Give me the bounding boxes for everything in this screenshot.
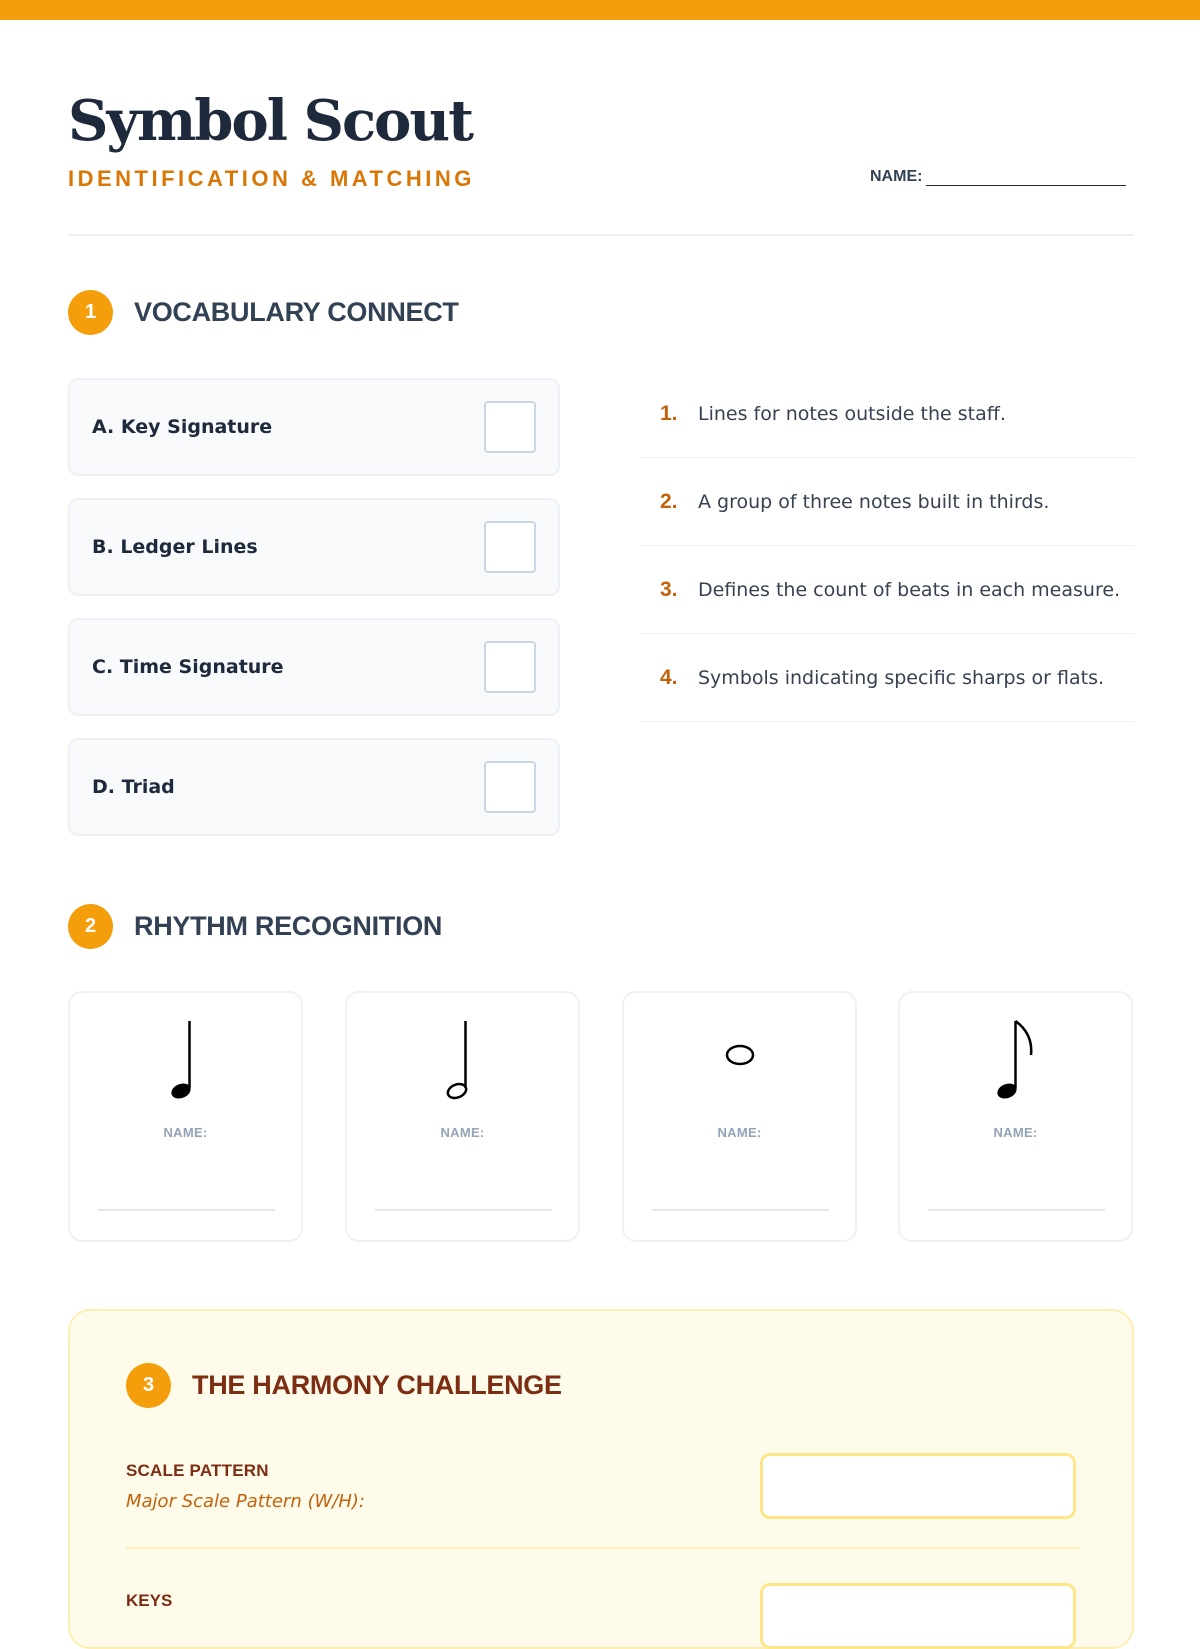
section-title: THE HARMONY CHALLENGE	[192, 1370, 562, 1400]
rhythm-card-4	[898, 991, 1133, 1242]
note-name-label: NAME:	[717, 1125, 762, 1140]
term-card-time-signature	[68, 618, 560, 716]
keys-input[interactable]	[760, 1583, 1076, 1649]
half-note-icon	[414, 1021, 514, 1103]
name-write-line[interactable]	[926, 169, 1126, 186]
rhythm-card-2	[345, 991, 580, 1242]
term-label: A. Key Signature	[92, 416, 273, 438]
definition-row	[640, 546, 1134, 634]
definition-text: Lines for notes outside the staff.	[698, 402, 1006, 425]
page-title: Symbol Scout	[68, 88, 472, 154]
rhythm-card-3	[622, 991, 857, 1242]
section-number-badge: 3	[126, 1363, 171, 1408]
definition-number: 2.	[660, 489, 678, 513]
answer-box[interactable]	[484, 641, 536, 693]
field-divider	[126, 1547, 1080, 1549]
rhythm-card-1	[68, 991, 303, 1242]
scale-pattern-label: SCALE PATTERN	[126, 1461, 269, 1480]
definition-row	[640, 458, 1134, 546]
scale-pattern-hint: Major Scale Pattern (W/H):	[126, 1491, 365, 1512]
note-name-label: NAME:	[440, 1125, 485, 1140]
note-name-label: NAME:	[993, 1125, 1038, 1140]
page-subtitle: IDENTIFICATION & MATCHING	[68, 166, 475, 191]
note-name-label: NAME:	[163, 1125, 208, 1140]
answer-line[interactable]	[652, 1209, 829, 1211]
definition-text: Defines the count of beats in each measure.	[698, 578, 1121, 601]
answer-line[interactable]	[98, 1209, 275, 1211]
answer-box[interactable]	[484, 521, 536, 573]
top-accent-bar	[0, 0, 1200, 20]
definition-number: 3.	[660, 577, 678, 601]
definition-row	[640, 370, 1134, 458]
eighth-note-icon	[967, 1021, 1067, 1103]
section-2-header	[68, 904, 442, 949]
term-card-key-signature	[68, 378, 560, 476]
section-1-header	[68, 290, 459, 335]
term-label: C. Time Signature	[92, 656, 284, 678]
whole-note-icon	[691, 1021, 791, 1103]
section-title: VOCABULARY CONNECT	[134, 297, 459, 327]
section-3-header	[126, 1363, 562, 1408]
header-divider	[68, 234, 1134, 236]
term-card-triad	[68, 738, 560, 836]
definition-text: A group of three notes built in thirds.	[698, 490, 1050, 513]
term-label: B. Ledger Lines	[92, 536, 258, 558]
definition-text: Symbols indicating specific sharps or flats.	[698, 666, 1105, 689]
answer-line[interactable]	[375, 1209, 552, 1211]
name-label: NAME:	[870, 168, 923, 185]
term-card-ledger-lines	[68, 498, 560, 596]
answer-box[interactable]	[484, 401, 536, 453]
keys-label: KEYS	[126, 1591, 173, 1610]
definition-number: 1.	[660, 401, 678, 425]
section-title: RHYTHM RECOGNITION	[134, 911, 443, 941]
section-number-badge: 2	[68, 904, 113, 949]
scale-pattern-input[interactable]	[760, 1453, 1076, 1519]
student-name-field[interactable]	[870, 168, 1126, 186]
harmony-challenge-panel	[68, 1309, 1134, 1649]
answer-box[interactable]	[484, 761, 536, 813]
definition-number: 4.	[660, 665, 678, 689]
section-number-badge: 1	[68, 290, 113, 335]
answer-line[interactable]	[928, 1209, 1105, 1211]
definition-row	[640, 634, 1134, 722]
quarter-note-icon	[137, 1021, 237, 1103]
term-label: D. Triad	[92, 776, 175, 798]
